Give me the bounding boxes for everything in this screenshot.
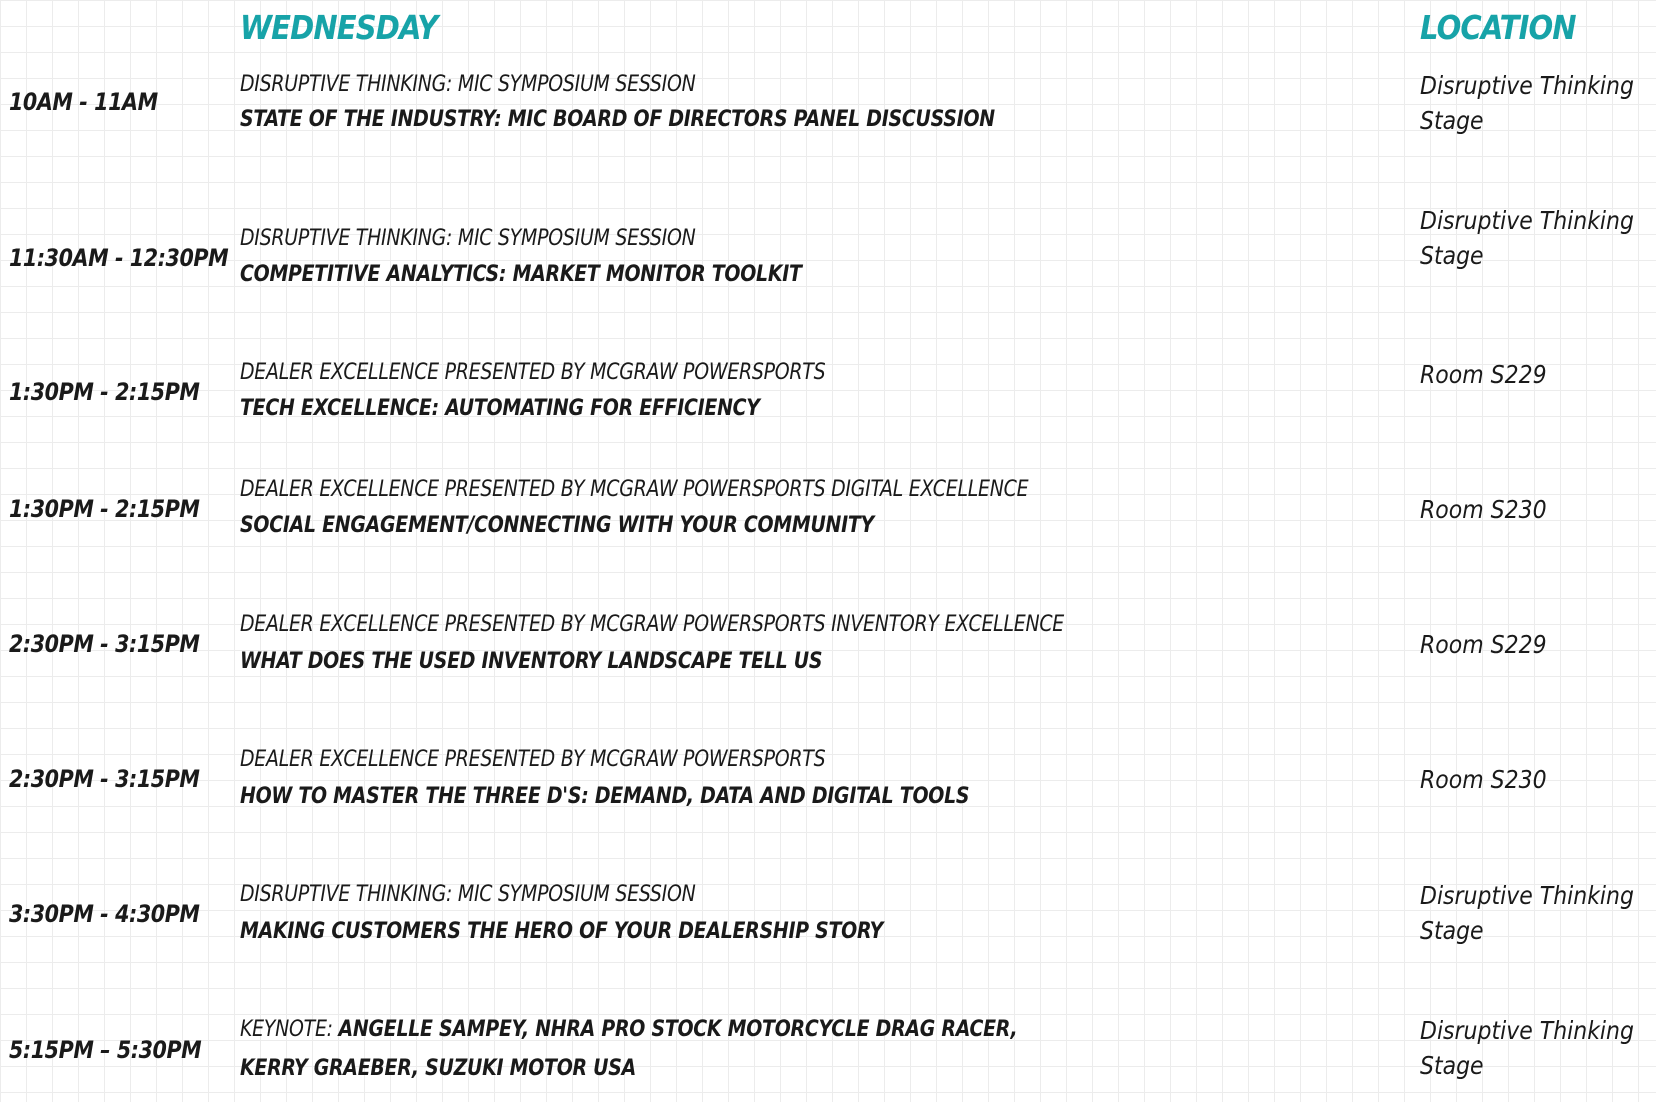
session-location: Room S230 [1420, 765, 1547, 794]
session-location: Disruptive Thinking Stage [1420, 71, 1634, 135]
session-track: DEALER EXCELLENCE PRESENTED BY MCGRAW POWERSPORTS [240, 360, 826, 385]
session-time: 5:15PM – 5:30PM [9, 1036, 202, 1064]
keynote-label: KEYNOTE: [240, 1017, 333, 1042]
session-track: DEALER EXCELLENCE PRESENTED BY MCGRAW POWERSPORTS DIGITAL EXCELLENCE [240, 477, 1029, 502]
session-title: WHAT DOES THE USED INVENTORY LANDSCAPE TELL US [240, 649, 823, 674]
session-title: TECH EXCELLENCE: AUTOMATING FOR EFFICIENCY [240, 396, 760, 421]
day-heading: WEDNESDAY [240, 8, 438, 47]
session-time: 10AM - 11AM [9, 88, 158, 116]
session-title: COMPETITIVE ANALYTICS: MARKET MONITOR TOOLKIT [240, 262, 802, 287]
session-track: DEALER EXCELLENCE PRESENTED BY MCGRAW POWERSPORTS INVENTORY EXCELLENCE [240, 612, 1065, 637]
keynote-speaker-1: ANGELLE SAMPEY, NHRA PRO STOCK MOTORCYCLE DRAG RACER, [338, 1017, 1018, 1042]
session-time: 3:30PM - 4:30PM [9, 900, 200, 928]
session-track: DEALER EXCELLENCE PRESENTED BY MCGRAW POWERSPORTS [240, 747, 826, 772]
keynote-speaker-2: KERRY GRAEBER, SUZUKI MOTOR USA [240, 1056, 637, 1081]
session-title: HOW TO MASTER THE THREE D'S: DEMAND, DATA AND DIGITAL TOOLS [240, 784, 970, 809]
session-time: 2:30PM - 3:15PM [9, 765, 200, 793]
session-title: STATE OF THE INDUSTRY: MIC BOARD OF DIRECTORS PANEL DISCUSSION [240, 107, 995, 132]
session-location: Disruptive Thinking Stage [1420, 881, 1634, 945]
location-heading: LOCATION [1420, 8, 1576, 47]
session-time: 2:30PM - 3:15PM [9, 630, 200, 658]
session-track [240, 1017, 1017, 1042]
session-track: DISRUPTIVE THINKING: MIC SYMPOSIUM SESSION [240, 72, 696, 97]
session-location: Disruptive Thinking Stage [1420, 206, 1634, 270]
session-title: MAKING CUSTOMERS THE HERO OF YOUR DEALERSHIP STORY [240, 919, 884, 944]
session-location: Room S230 [1420, 495, 1547, 524]
session-time: 11:30AM - 12:30PM [9, 244, 229, 272]
session-title: SOCIAL ENGAGEMENT/CONNECTING WITH YOUR COMMUNITY [240, 513, 875, 538]
session-location: Disruptive Thinking Stage [1420, 1016, 1634, 1080]
session-location: Room S229 [1420, 360, 1547, 389]
session-track: DISRUPTIVE THINKING: MIC SYMPOSIUM SESSION [240, 882, 696, 907]
session-time: 1:30PM - 2:15PM [9, 495, 200, 523]
session-time: 1:30PM - 2:15PM [9, 378, 200, 406]
session-track: DISRUPTIVE THINKING: MIC SYMPOSIUM SESSION [240, 226, 696, 251]
session-location: Room S229 [1420, 630, 1547, 659]
